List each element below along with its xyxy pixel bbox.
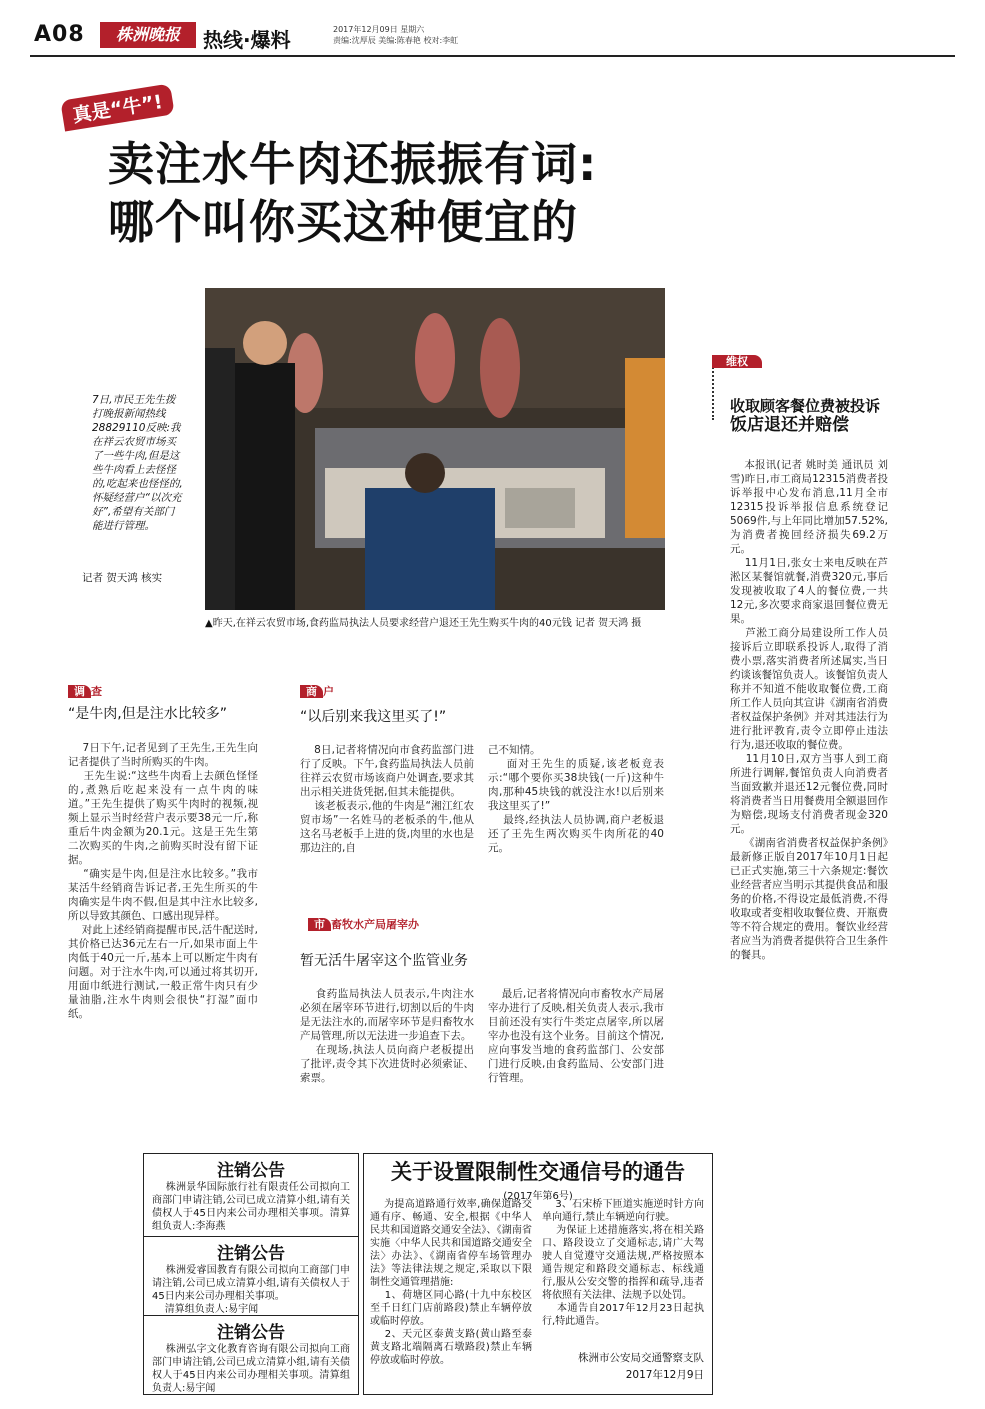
page-number: A08 xyxy=(34,22,85,47)
market-photo xyxy=(205,288,665,610)
market-photo-illustration xyxy=(205,288,665,610)
investigation-subhead: “是牛肉,但是注水比较多” xyxy=(68,706,227,722)
bureau-body-left: 食药监局执法人员表示,牛肉注水必须在屠宰环节进行,切割以后的牛肉是无法注水的,而屠宰环节是归畜牧水产局管理,所以无法进一步追查下去。 在现场,执法人员向商户老板提出了批评,责令其下次进货时必须索证、索票。 xyxy=(300,988,474,1084)
section-title: 热线·爆料 xyxy=(203,28,291,52)
rights-tag xyxy=(712,350,762,370)
notice-1-title: 注销公告 xyxy=(217,1161,285,1181)
date-editors xyxy=(333,24,458,46)
kicker-badge: 真是“牛”! xyxy=(60,84,174,132)
notice-3-body: 株洲弘字文化教育咨询有限公司拟向工商部门申请注销,公司已成立清算小组,请有关债权人于45日内来公司办理相关事项。清算组负责人:易宇闻 xyxy=(152,1344,351,1394)
notice-2-body: 株洲爱睿国教育有限公司拟向工商部门申请注销,公司已成立清算小组,请有关债权人于45日内来公司办理相关事项。 清算组负责人:易宇闻 xyxy=(152,1265,351,1315)
rights-title-1: 收取顾客餐位费被投诉 xyxy=(730,397,881,415)
investigation-tag-rest: 查 xyxy=(91,685,102,698)
deregistration-notices xyxy=(143,1153,359,1395)
investigation-tag xyxy=(68,680,102,700)
bureau-subhead: 暂无活牛屠宰这个监管业务 xyxy=(300,953,468,969)
rights-tag-box: 维权 xyxy=(712,355,762,368)
bureau-tag-box: 市 xyxy=(308,918,331,931)
headline-line-1: 卖注水牛肉还振振有词: xyxy=(108,137,598,191)
notice-1 xyxy=(144,1154,358,1237)
traffic-notice-title: 关于设置限制性交通信号的通告 xyxy=(391,1160,685,1184)
vendor-body-right: 己不知情。 面对王先生的质疑,该老板竟表示:“哪个要你买38块钱(一斤)这种牛肉,那种45块钱的就没注水!以后别来我这里买了!” 最终,经执法人员协调,商户老板退还了王先生两次购买牛肉所花的40元。 xyxy=(488,744,664,854)
reader-tip-credit: 记者 贺天鸿 核实 xyxy=(82,572,163,584)
vendor-tag xyxy=(300,680,334,700)
traffic-notice xyxy=(363,1153,713,1395)
reader-tip: 7日,市民王先生拨打晚报新闻热线28829110反映:我在祥云农贸市场买了一些牛肉,但是这些牛肉看上去怪怪的,吃起来也怪怪的,怀疑经营户“以次充好”,希望有关部门能进行管理。 xyxy=(92,394,183,532)
traffic-notice-body-left: 为提高道路通行效率,确保道路交通有序、畅通、安全,根据《中华人民共和国道路交通安全法》、《湖南省实施〈中华人民共和国道路交通安全法〉办法》、《湖南省停车场管理办法》等法律法规之规定,采取以下限制性交通管理措施: 1、荷塘区同心路(十九中东校区至千日红门店前路段)禁止车辆停放或临时停放。 2、天元区泰黄支路(黄山路至泰黄支路北端隔离石墩路段)禁止车辆停放或临时停放。 xyxy=(370,1199,532,1366)
notice-3 xyxy=(144,1316,358,1397)
paper-logo: 株洲晚报 xyxy=(100,22,196,48)
traffic-notice-issuer: 株洲市公安局交通警察支队 xyxy=(578,1352,704,1364)
traffic-notice-body-right: 3、石宋桥下匝道实施逆时针方向单向通行,禁止车辆逆向行驶。 为保证上述措施落实,将在相关路口、路段设立了交通标志,请广大驾驶人自觉遵守交通法规,严格按照本通告规定和路段交通标志、标线通行,服从公安交警的指挥和疏导,违者将依照有关法律、法规予以处罚。 本通告自2017年12月23日起执行,特此通告。 xyxy=(542,1199,704,1327)
rights-body: 本报讯(记者 姚时美 通讯员 刘雪)昨日,市工商局12315消费者投诉举报中心发布消息,11月全市12315投诉举报信息系统登记5069件,与上年同比增加57.52%,为消费者挽回经济损失69.2万元。 11月1日,张女士来电反映在芦淞区某餐馆就餐,消费320元,事后发现被收取了4人的餐位费,一共12元,多次要求商家退回餐位费无果。 芦淞工商分局建设所工作人员接诉后立即联系投诉人,取得了消费小票,落实消费者所述属实,当日约谈该餐馆负责人。该餐馆负责人称并不知道不能收取餐位费,工商所工作人员向其宣讲《湖南省消费者权益保护条例》并对其违法行为进行批评教育,责令立即停止违法行为,退还收取的餐位费。 11月10日,双方当事人到工商所进行调解,餐馆负责人向消费者当面致歉并退还12元餐位费,同时将消费者当日用餐费用全额退回作为赔偿,现场支付消费者现金320元。 《湖南省消费者权益保护条例》最新修正版自2017年10月1日起已正式实施,第三十六条规定:餐饮业经营者应当明示其提供食品和服务的价格,不得设定最低消费,不得收取或者变相收取餐位费、开瓶费等不符合规定的费用。餐饮业经营者应当为消费者提供符合卫生条件的餐具。 xyxy=(730,459,888,961)
traffic-notice-number: (2017年第6号) xyxy=(503,1191,573,1202)
notice-2 xyxy=(144,1237,358,1316)
vendor-tag-box: 商 xyxy=(300,685,323,698)
editors-line: 责编:沈厚辰 美编:陈春艳 校对:李虹 xyxy=(333,36,459,45)
notice-3-title: 注销公告 xyxy=(217,1323,285,1343)
bureau-tag xyxy=(308,913,419,933)
traffic-notice-date: 2017年12月9日 xyxy=(625,1369,704,1381)
rights-title-2: 饭店退还并赔偿 xyxy=(730,415,849,435)
masthead-rule xyxy=(30,55,955,57)
photo-caption: ▲昨天,在祥云农贸市场,食药监局执法人员要求经营户退还王先生购买牛肉的40元钱 记者 贺天鸿 摄 xyxy=(205,618,642,629)
vendor-tag-rest: 户 xyxy=(323,685,334,698)
vendor-subhead: “以后别来我这里买了!” xyxy=(300,709,447,725)
notice-1-body: 株洲景华国际旅行社有限责任公司拟向工商部门申请注销,公司已成立清算小组,请有关债权人于45日内来公司办理相关事项。清算组负责人:李海燕 xyxy=(152,1182,351,1232)
bureau-tag-rest: 畜牧水产局屠宰办 xyxy=(331,918,419,931)
vendor-body-left: 8日,记者将情况向市食药监部门进行了反映。下午,食药监局执法人员前往祥云农贸市场该商户处调查,要求其出示相关进货凭据,但其未能提供。 该老板表示,他的牛肉是“湘江红农贸市场”一名姓马的老板杀的牛,他从这名马老板手上进的货,肉里的水也是那边注的,自 xyxy=(300,744,474,854)
date-line: 2017年12月09日 星期六 xyxy=(333,25,425,34)
notice-2-title: 注销公告 xyxy=(217,1244,285,1264)
headline-line-2: 哪个叫你买这种便宜的 xyxy=(108,195,578,249)
investigation-body: 7日下午,记者见到了王先生,王先生向记者提供了当时所购买的牛肉。 王先生说:“这些牛肉看上去颜色怪怪的,煮熟后吃起来没有一点牛肉的味道。”王先生提供了购买牛肉时的视频,视频上显示当时经营户表示要38元一斤,称重后牛肉金额为20.1元。这是王先生第二次购买的牛肉,之前购买时没有留下证据。 “确实是牛肉,但是注水比较多。”我市某活牛经销商告诉记者,王先生所买的牛肉确实是牛肉不假,但是其中注水比较多,所以导致其颜色、口感出现异样。 对此上述经销商提醒市民,活牛配送时,其价格已达36元左右一斤,如果市面上牛肉低于40元一斤,基本上可以断定牛肉有问题。对于注水牛肉,可以通过将其切开,用面巾纸进行测试,一般正常牛肉只有少量油脂,注水牛肉则会很快“打湿”面巾纸。 xyxy=(68,742,258,1020)
investigation-tag-box: 调 xyxy=(68,685,91,698)
bureau-body-right: 最后,记者将情况向市畜牧水产局屠宰办进行了反映,相关负责人表示,我市目前还没有实行牛类定点屠宰,所以屠宰办也没有这个业务。目前这个情况,应向事发当地的食药监部门、公安部门进行反映,由食药监局、公安部门进行管理。 xyxy=(488,988,664,1084)
headline xyxy=(108,135,597,251)
